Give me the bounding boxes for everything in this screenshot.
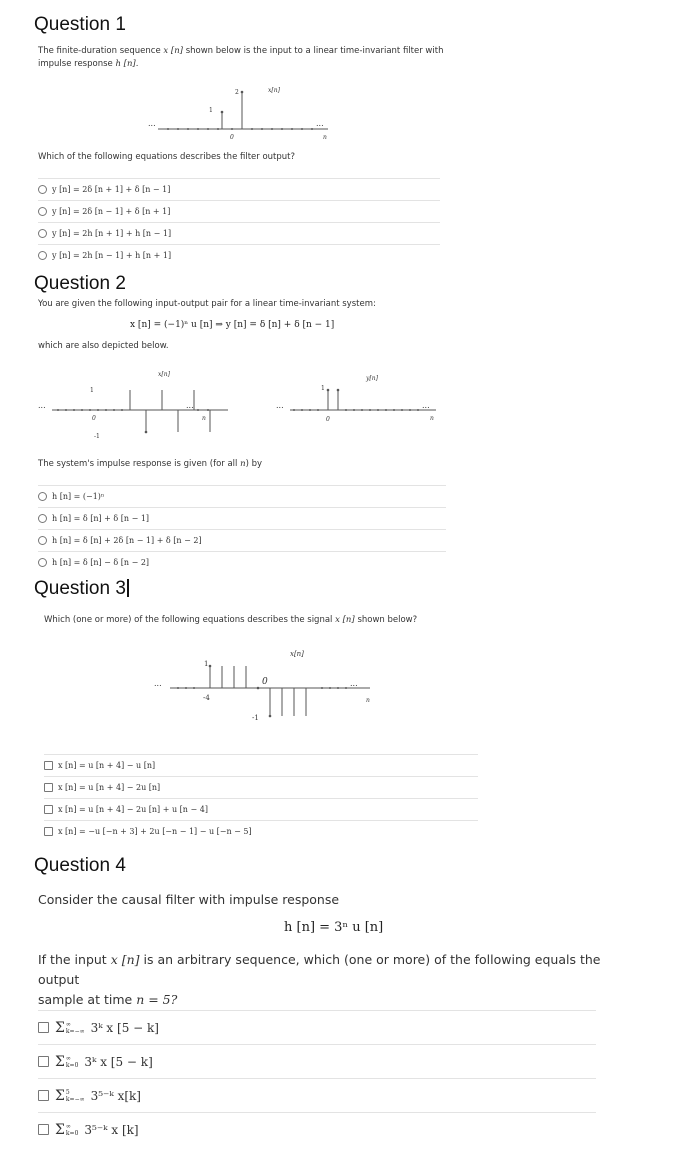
q2-option-4-text: h [n] = δ [n] − δ [n − 2] xyxy=(52,558,150,567)
checkbox-icon[interactable] xyxy=(44,761,53,770)
q1-intro xyxy=(38,45,458,71)
q2-depicted: which are also depicted below. xyxy=(38,341,169,351)
q4-option-2-text: 3ᵏ x [5 − k] xyxy=(84,1054,153,1069)
radio-icon[interactable] xyxy=(38,251,47,260)
q1-option-2[interactable] xyxy=(38,200,440,222)
q3-prompt-a: Which (one or more) of the following equations describes the signal xyxy=(44,615,333,625)
q2y-label: y[n] xyxy=(366,375,378,382)
radio-icon[interactable] xyxy=(38,492,47,501)
checkbox-icon[interactable] xyxy=(38,1022,49,1033)
q3-stem-m4-head xyxy=(209,665,212,668)
q3-stem-plot xyxy=(150,644,390,754)
q3-stem-1-head xyxy=(269,715,272,718)
q3-val-m4: -4 xyxy=(203,694,210,702)
checkbox-icon[interactable] xyxy=(44,827,53,836)
q4-title: Question 4 xyxy=(34,855,126,876)
q2x-val-0: 0 xyxy=(92,415,96,422)
q1-option-3[interactable] xyxy=(38,222,440,244)
q4-option-4-limits xyxy=(66,1123,78,1137)
upper-limit: 5 xyxy=(65,1088,70,1096)
q1-title: Question 1 xyxy=(34,14,126,35)
q3-val-1: 1 xyxy=(204,660,209,668)
q2-prompt-a: The system's impulse response is given (for all xyxy=(38,459,238,469)
q4-option-1-limits xyxy=(66,1021,85,1035)
q1-dots-right: ... xyxy=(316,119,324,128)
q4-equation: h [n] = 3ⁿ u [n] xyxy=(284,920,384,935)
radio-icon[interactable] xyxy=(38,514,47,523)
lower-limit: k=0 xyxy=(65,1061,79,1069)
q4-option-1-text: 3ᵏ x [5 − k] xyxy=(90,1020,159,1035)
q1-option-4-text: y [n] = 2h [n − 1] + h [n + 1] xyxy=(52,251,172,260)
q3-option-1[interactable] xyxy=(44,754,478,776)
q4-option-4[interactable] xyxy=(38,1112,596,1146)
q2y-val-1: 1 xyxy=(321,385,325,392)
radio-icon[interactable] xyxy=(38,207,47,216)
q3-n-label: n xyxy=(366,697,370,704)
q4-prompt-c: sample at time xyxy=(38,992,133,1007)
q1-n-label: n xyxy=(323,134,327,141)
q3-option-2-text: x [n] = u [n + 4] − 2u [n] xyxy=(58,783,161,792)
q3-prompt-var: x [n] xyxy=(335,615,355,625)
checkbox-icon[interactable] xyxy=(38,1090,49,1101)
q3-val-0: 0 xyxy=(262,677,268,687)
q3-val-m1: -1 xyxy=(252,714,259,722)
q4-option-1[interactable] xyxy=(38,1010,596,1044)
q2-prompt xyxy=(38,458,262,471)
q1-stem-1-head xyxy=(221,111,224,114)
q1-option-2-text: y [n] = 2δ [n − 1] + δ [n + 1] xyxy=(52,207,171,216)
q1-val-0: 0 xyxy=(230,134,234,141)
checkbox-icon[interactable] xyxy=(44,783,53,792)
q4-prompt-var2: n = 5? xyxy=(136,992,178,1007)
q2-equation: x [n] = (−1)ⁿ u [n] ⇒ y [n] = δ [n] + δ [n − 1] xyxy=(130,320,335,330)
q2y-val-0: 0 xyxy=(326,416,330,423)
q3-option-4-text: x [n] = −u [−n + 3] + 2u [−n − 1] − u [−n − 5] xyxy=(58,827,252,836)
q2-option-4[interactable] xyxy=(38,551,446,573)
q4-prompt xyxy=(38,950,618,1010)
q1-val-2: 2 xyxy=(235,89,239,96)
q4-option-2[interactable] xyxy=(38,1044,596,1078)
checkbox-icon[interactable] xyxy=(38,1124,49,1135)
q3-prompt xyxy=(44,614,417,627)
q3-dots-left: ... xyxy=(154,679,162,688)
q1-stem-plot xyxy=(148,82,348,142)
q2x-stem-1-head xyxy=(145,431,148,434)
q3-label: x[n] xyxy=(290,650,304,658)
checkbox-icon[interactable] xyxy=(38,1056,49,1067)
q2x-n-label: n xyxy=(202,415,206,422)
q2-option-1[interactable] xyxy=(38,485,446,507)
q1-stem-2-head xyxy=(241,91,244,94)
q4-option-4-text: 3⁵⁻ᵏ x [k] xyxy=(84,1122,139,1137)
q2-option-3-text: h [n] = δ [n] + 2δ [n − 1] + δ [n − 2] xyxy=(52,536,202,545)
radio-icon[interactable] xyxy=(38,185,47,194)
q2-prompt-b: ) by xyxy=(245,459,263,469)
q3-option-1-text: x [n] = u [n + 4] − u [n] xyxy=(58,761,156,770)
lower-limit: k=−∞ xyxy=(65,1095,85,1103)
sum-symbol: Σ xyxy=(55,1121,65,1138)
q1-intro-var: x [n] xyxy=(163,46,183,56)
q2x-val-m1: -1 xyxy=(94,433,100,440)
q1-dots-left: ... xyxy=(148,119,156,128)
q1-intro-a: The finite-duration sequence xyxy=(38,46,161,56)
q3-option-4[interactable] xyxy=(44,820,478,842)
q3-dots-right: ... xyxy=(350,679,358,688)
sum-symbol: Σ xyxy=(55,1019,65,1036)
q2x-dots-left: ... xyxy=(38,401,46,410)
radio-icon[interactable] xyxy=(38,229,47,238)
q4-option-3-limits xyxy=(66,1089,85,1103)
q2-title: Question 2 xyxy=(34,273,126,294)
q2x-label: x[n] xyxy=(158,371,170,378)
q2y-n-label: n xyxy=(430,415,434,422)
q1-label: x[n] xyxy=(268,87,280,94)
upper-limit: ∞ xyxy=(65,1054,71,1062)
q2y-stem-0-head xyxy=(327,389,330,392)
sum-symbol: Σ xyxy=(55,1087,65,1104)
q4-prompt-b: is an arbitrary sequence, which (one or more) of the following equals the output xyxy=(38,952,601,987)
q2y-dots-left: ... xyxy=(276,401,284,410)
q4-prompt-a: If the input xyxy=(38,952,107,967)
q1-option-4[interactable] xyxy=(38,244,440,266)
q1-prompt: Which of the following equations describes the filter output? xyxy=(38,152,296,162)
lower-limit: k=−∞ xyxy=(65,1027,85,1035)
q2y-dots-right: ... xyxy=(422,401,430,410)
q2-y-stem-plot xyxy=(276,366,456,426)
q2-option-3[interactable] xyxy=(38,529,446,551)
checkbox-icon[interactable] xyxy=(44,805,53,814)
lower-limit: k=0 xyxy=(65,1129,79,1137)
q2-option-2[interactable] xyxy=(38,507,446,529)
q3-title-text: Question 3 xyxy=(34,578,126,599)
q4-option-3[interactable] xyxy=(38,1078,596,1112)
sum-symbol: Σ xyxy=(55,1053,65,1070)
q2-intro: You are given the following input-output pair for a linear time-invariant system: xyxy=(38,299,376,309)
q3-title xyxy=(34,578,129,600)
q1-intro-var2: h [n]. xyxy=(115,59,139,69)
q2-option-1-text: h [n] = (−1)ⁿ xyxy=(52,492,105,501)
q2-prompt-var: n xyxy=(240,459,246,469)
text-cursor xyxy=(127,579,129,597)
q4-prompt-var: x [n] xyxy=(110,952,140,967)
upper-limit: ∞ xyxy=(65,1020,71,1028)
q2-option-2-text: h [n] = δ [n] + δ [n − 1] xyxy=(52,514,150,523)
q1-option-1-text: y [n] = 2δ [n + 1] + δ [n − 1] xyxy=(52,185,171,194)
q2x-dots-right: ... xyxy=(186,401,194,410)
q2y-stem-1-head xyxy=(337,389,340,392)
q3-option-3[interactable] xyxy=(44,798,478,820)
q4-option-2-limits xyxy=(66,1055,78,1069)
q2-x-stem-plot xyxy=(38,366,258,456)
radio-icon[interactable] xyxy=(38,536,47,545)
q1-option-1[interactable] xyxy=(38,178,440,200)
q3-stem-0-head xyxy=(257,687,260,690)
q1-val-1: 1 xyxy=(209,107,213,114)
radio-icon[interactable] xyxy=(38,558,47,567)
q3-option-3-text: x [n] = u [n + 4] − 2u [n] + u [n − 4] xyxy=(58,805,208,814)
q4-intro: Consider the causal filter with impulse response xyxy=(38,892,340,907)
q4-option-3-text: 3⁵⁻ᵏ x[k] xyxy=(90,1088,141,1103)
q3-prompt-b: shown below? xyxy=(357,615,418,625)
q2x-val-1: 1 xyxy=(90,387,94,394)
upper-limit: ∞ xyxy=(65,1122,71,1130)
q1-intro-c: impulse response xyxy=(38,59,113,69)
q1-intro-b: shown below is the input to a linear time-invariant filter with xyxy=(185,46,444,56)
q1-option-3-text: y [n] = 2h [n + 1] + h [n − 1] xyxy=(52,229,172,238)
q3-option-2[interactable] xyxy=(44,776,478,798)
